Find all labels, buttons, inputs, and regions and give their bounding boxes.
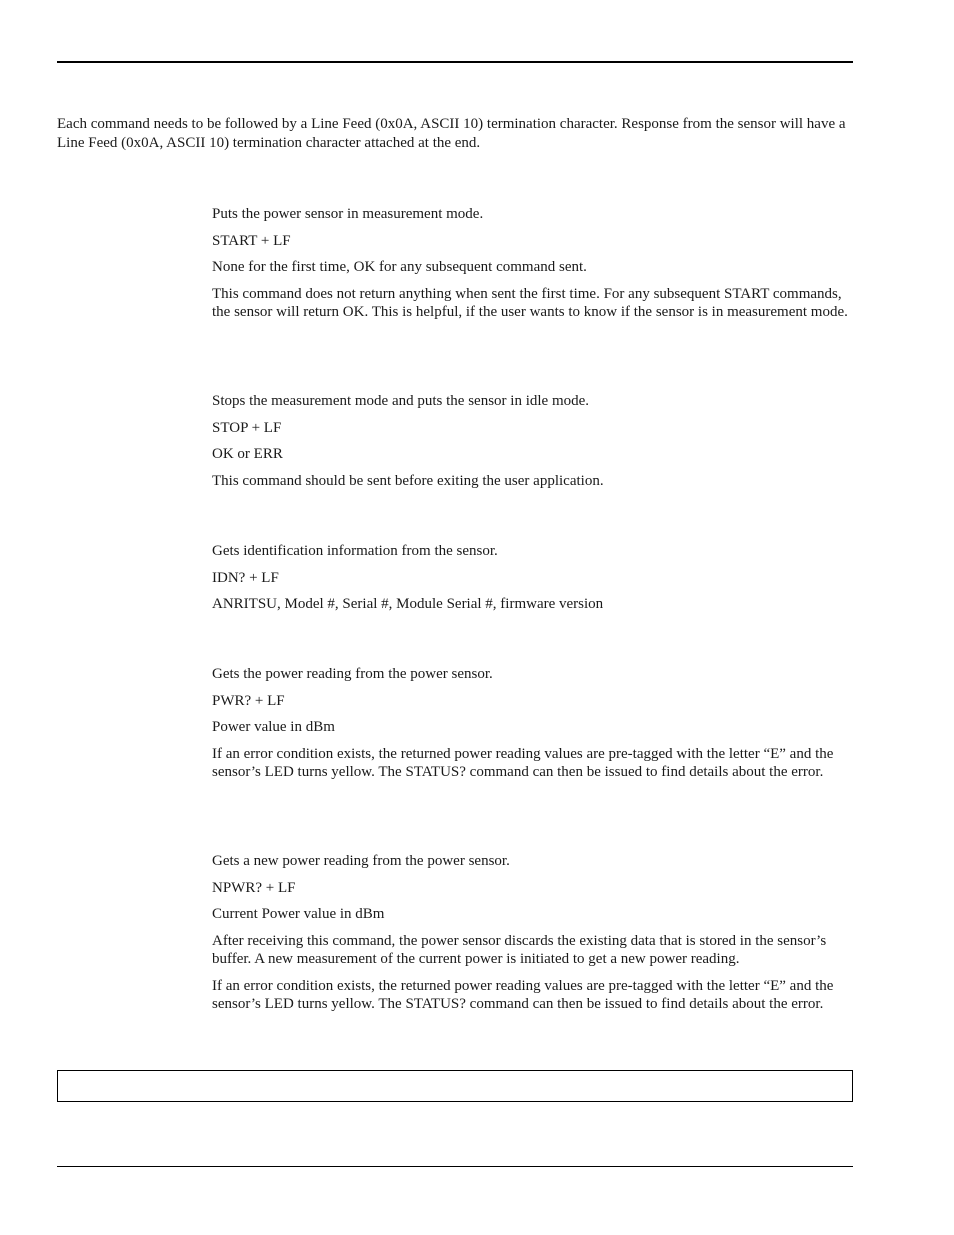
command-response: Power value in dBm: [212, 719, 335, 735]
command-description: Gets identification information from the sensor.: [212, 543, 498, 559]
footer-rule: [57, 1166, 853, 1167]
command-pwr: [212, 665, 853, 790]
command-start: [212, 205, 853, 330]
command-stop: [212, 392, 853, 498]
command-description: Puts the power sensor in measurement mode.: [212, 206, 484, 222]
empty-note-box: [57, 1070, 853, 1102]
command-syntax: PWR? + LF: [212, 692, 285, 709]
command-response: ANRITSU, Model #, Serial #, Module Serial #, firmware version: [212, 596, 604, 612]
command-syntax: IDN? + LF: [212, 569, 279, 586]
command-note: After receiving this command, the power sensor discards the existing data that is stored in the sensor’s buffer. A new measurement of the current power is initiated to get a new power reading.: [212, 932, 827, 967]
command-note: If an error condition exists, the returned power reading values are pre-tagged with the letter “E” and the sensor’s LED turns yellow. The STATUS? command can then be issued to find details about the error.: [212, 745, 834, 780]
command-response: None for the first time, OK for any subsequent command sent.: [212, 259, 587, 275]
intro-paragraph: Each command needs to be followed by a Line Feed (0x0A, ASCII 10) termination character. Response from the sensor will have a Line Feed (0x0A, ASCII 10) termination character attached at the end.: [57, 116, 846, 151]
command-description: Stops the measurement mode and puts the sensor in idle mode.: [212, 393, 590, 409]
command-description: Gets the power reading from the power sensor.: [212, 666, 493, 682]
command-note: This command does not return anything when sent the first time. For any subsequent START commands, the sensor will return OK. This is helpful, if the user wants to know if the sensor is in measurement mode.: [212, 285, 848, 320]
header-rule: [57, 61, 853, 63]
command-idn: [212, 542, 853, 622]
command-npwr: [212, 852, 853, 1022]
command-response: OK or ERR: [212, 446, 283, 462]
command-note: If an error condition exists, the returned power reading values are pre-tagged with the letter “E” and the sensor’s LED turns yellow. The STATUS? command can then be issued to find details about the error.: [212, 977, 834, 1012]
command-syntax: NPWR? + LF: [212, 879, 296, 896]
command-description: Gets a new power reading from the power sensor.: [212, 853, 510, 869]
command-note: This command should be sent before exiting the user application.: [212, 472, 604, 489]
command-syntax: STOP + LF: [212, 419, 282, 436]
command-response: Current Power value in dBm: [212, 906, 385, 922]
command-syntax: START + LF: [212, 232, 291, 249]
